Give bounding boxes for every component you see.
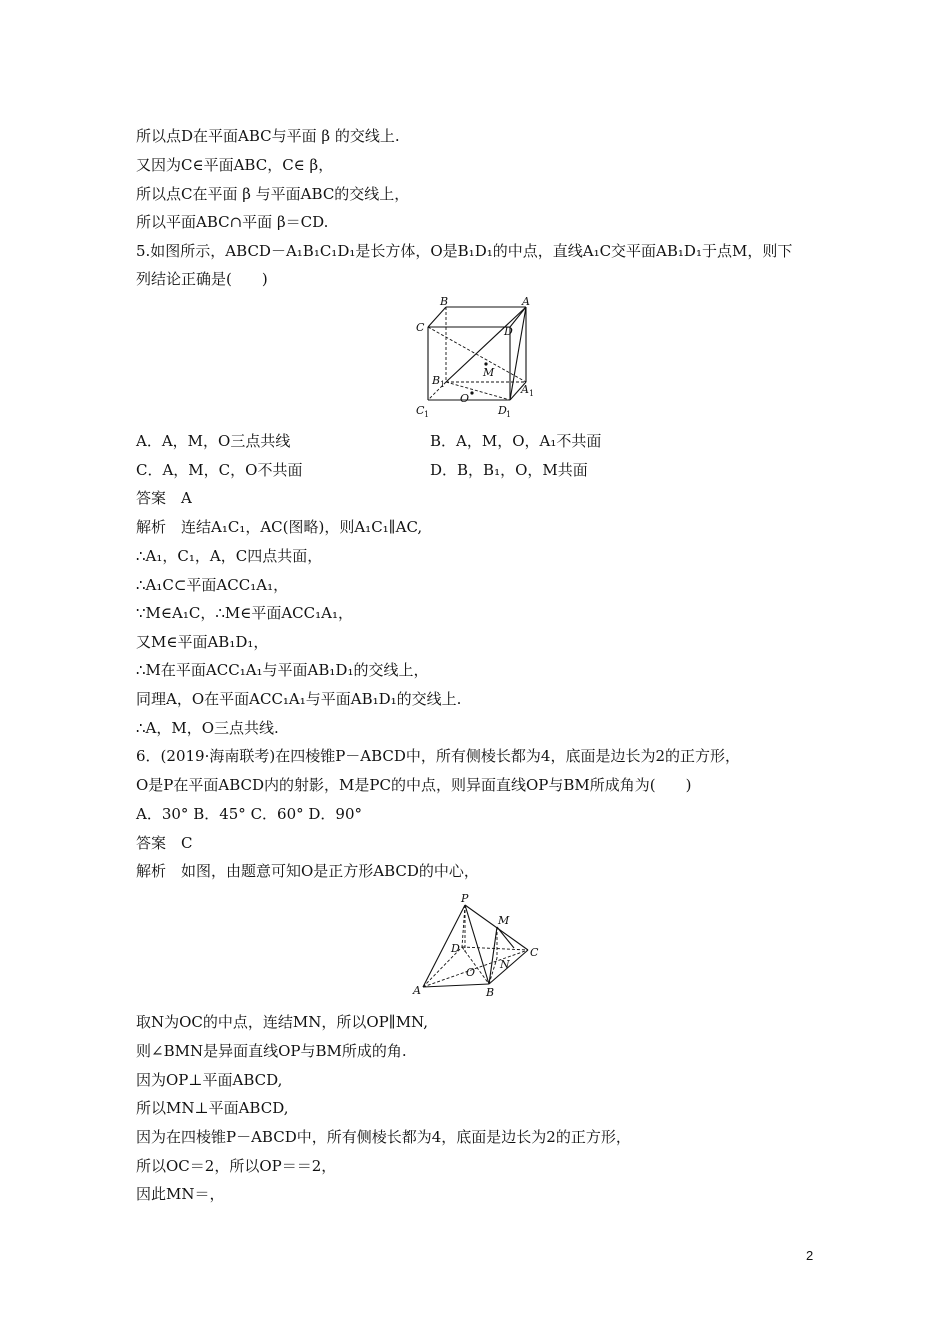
subscript: 1: [440, 380, 446, 389]
label-c1: C: [416, 404, 425, 417]
label-b: B: [440, 295, 449, 308]
analysis-line: 所以MN⊥平面ABCD,: [136, 1099, 289, 1117]
label-b: B: [486, 986, 495, 999]
text-line: 所以平面ABC∩平面 β＝CD.: [136, 213, 329, 231]
label-m: M: [498, 914, 510, 927]
question-6-stem: 6．(2019·海南联考)在四棱锥P－ABCD中，所有侧棱长都为4，底面是边长为2的正方形，: [136, 747, 741, 765]
analysis-line: 取N为OC的中点，连结MN，所以OP∥MN,: [136, 1013, 428, 1031]
subscript: 1: [506, 410, 512, 419]
analysis-line: 因此MN＝，: [136, 1185, 225, 1203]
question-5-stem: 列结论正确是( ): [136, 270, 268, 288]
cuboid-figure: [410, 294, 540, 422]
analysis-line: 解析 如图，由题意可知O是正方形ABCD的中心，: [136, 862, 479, 880]
analysis-line: 同理A，O在平面ACC₁A₁与平面AB₁D₁的交线上.: [136, 690, 462, 708]
analysis-line: ∵M∈A₁C，∴M∈平面ACC₁A₁，: [136, 604, 353, 622]
option-b: B．A，M，O，A₁不共面: [430, 432, 602, 450]
label-p: P: [461, 892, 469, 905]
pyramid-figure: [410, 890, 545, 1000]
subscript: 1: [424, 410, 430, 419]
subscript: 1: [529, 389, 535, 398]
analysis-line: 又M∈平面AB₁D₁，: [136, 633, 269, 651]
label-d: D: [451, 942, 460, 955]
label-a1: A: [521, 383, 529, 396]
label-c: C: [530, 946, 539, 959]
analysis-line: 因为OP⊥平面ABCD,: [136, 1071, 283, 1089]
analysis-line: ∴A，M，O三点共线.: [136, 719, 279, 737]
text-line: 所以点D在平面ABC与平面 β 的交线上.: [136, 127, 400, 145]
label-d: D: [504, 325, 513, 338]
analysis-line: 因为在四棱锥P－ABCD中，所有侧棱长都为4，底面是边长为2的正方形，: [136, 1128, 631, 1146]
analysis-line: ∴M在平面ACC₁A₁与平面AB₁D₁的交线上，: [136, 661, 429, 679]
label-b1: B: [432, 374, 441, 387]
analysis-line: 解析 连结A₁C₁，AC(图略)，则A₁C₁∥AC,: [136, 518, 423, 536]
text-line: 所以点C在平面 β 与平面ABC的交线上，: [136, 185, 410, 203]
option-d: D．B，B₁，O，M共面: [430, 461, 588, 479]
label-a: A: [413, 984, 421, 997]
question-5-stem: 5.如图所示，ABCD－A₁B₁C₁D₁是长方体，O是B₁D₁的中点，直线A₁C交平面AB₁D₁于点M，则下: [136, 242, 793, 260]
label-d1: D: [498, 404, 507, 417]
question-6-stem: O是P在平面ABCD内的射影，M是PC的中点，则异面直线OP与BM所成角为( ): [136, 776, 692, 794]
answer: 答案 C: [136, 834, 193, 852]
label-a: A: [522, 295, 530, 308]
page-number: 2: [806, 1248, 814, 1263]
label-o: O: [460, 392, 470, 405]
label-n: N: [500, 958, 510, 971]
label-o: O: [466, 966, 476, 979]
analysis-line: 则∠BMN是异面直线OP与BM所成的角.: [136, 1042, 407, 1060]
question-6-options: A．30° B．45° C．60° D．90°: [136, 805, 363, 823]
label-c: C: [416, 321, 425, 334]
analysis-line: 所以OC＝2，所以OP＝＝2，: [136, 1157, 337, 1175]
option-c: C．A，M，C，O不共面: [136, 461, 303, 479]
text-line: 又因为C∈平面ABC，C∈ β，: [136, 156, 334, 174]
label-m: M: [483, 366, 495, 379]
analysis-line: ∴A₁，C₁，A，C四点共面，: [136, 547, 323, 565]
analysis-line: ∴A₁C⊂平面ACC₁A₁，: [136, 576, 289, 594]
option-a: A．A，M，O三点共线: [136, 432, 291, 450]
answer: 答案 A: [136, 489, 192, 507]
